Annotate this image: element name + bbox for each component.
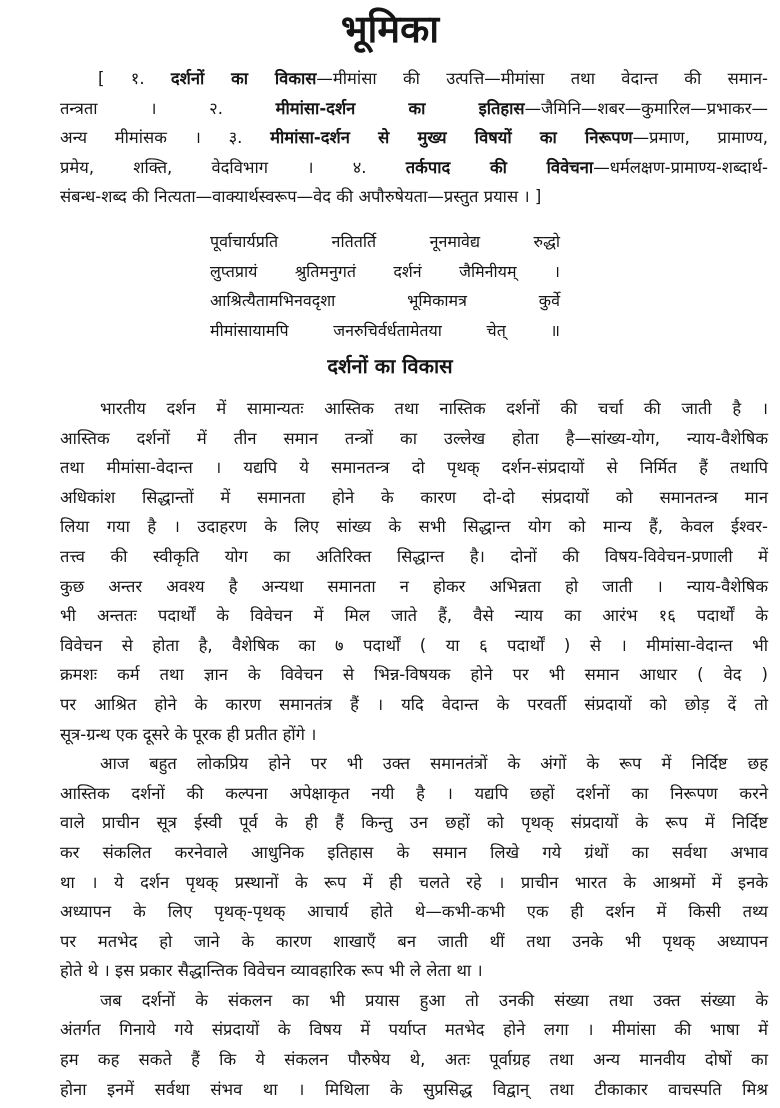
summary-text: —मीमांसा की उत्पत्ति—मीमांसा तथा वेदान्त की समान-	[316, 69, 768, 88]
verse-line: आश्रित्यैतामभिनवदृशा भूमिकामत्र कुर्वे	[210, 291, 560, 310]
text-line: क्रमशः कर्म तथा ज्ञान के विवेचन से भिन्न-विषयक होने पर भी समान आधार ( वेद )	[60, 665, 768, 685]
text-line: पर आश्रित होने के कारण समानतंत्र हैं । यदि वेदान्त के परवर्ती संप्रदायों को छोड़ दें तो	[60, 694, 768, 714]
text-line: पर मतभेद हो जाने के कारण शाखाएँ बन जाती थीं तथा उनके भी पृथक् अध्यापन	[60, 931, 768, 951]
body-text	[60, 394, 768, 1104]
section-heading: दर्शनों का विकास	[327, 354, 453, 378]
text-line: सूत्र-ग्रन्थ एक दूसरे के पूरक ही प्रतीत होंगे ।	[60, 724, 317, 744]
paragraph	[60, 749, 768, 986]
summary-text: प्रमेय, शक्ति, वेदविभाग । ४.	[60, 157, 406, 177]
summary-line	[60, 123, 768, 153]
verse-line: पूर्वाचार्यप्रति नतितर्ति नूनमावेद्य रुद्धो	[210, 232, 560, 251]
verse-line: मीमांसायामपि जनरुचिर्वर्धतामेतया चेत् ॥	[210, 320, 560, 340]
text-line: कुछ अन्तर अवश्य है अन्यथा समानता न होकर अभिन्नता हो जाती । न्याय-वैशेषिक	[60, 576, 768, 596]
text-line: अंतर्गत गिनाये गये संप्रदायों के विषय में पर्याप्त मतभेद होने लगा । मीमांसा की भाषा में	[60, 1020, 768, 1040]
text-line: वाले प्राचीन सूत्र ईस्वी पूर्व के ही हैं किन्तु उन छहों को पृथक् संप्रदायों के रूप में निर्दिष्ट	[60, 813, 768, 833]
paragraph	[60, 986, 768, 1104]
text-line: तत्त्व की स्वीकृति योग का अतिरिक्त सिद्धान्त है। दोनों की विषय-विवेचन-प्रणाली में	[60, 546, 768, 566]
summary-text: —जैमिनि—शबर—कुमारिल—प्रभाकर—	[524, 98, 768, 118]
text-line: होते थे । इस प्रकार सैद्धान्तिक विवेचन व्यावहारिक रूप भी ले लेता था ।	[60, 961, 483, 981]
text-line: आस्तिक दर्शनों की कल्पना अपेक्षाकृत नयी है । यद्यपि छहों दर्शनों का निरूपण करने	[60, 783, 768, 803]
summary-text: —प्रमाण, प्रामाण्य,	[632, 128, 769, 147]
text-line: आज बहुत लोकप्रिय होने पर भी उक्त समानतंत्रों के अंगों के रूप में निर्दिष्ट छह	[100, 754, 768, 774]
text-line: जब दर्शनों के संकलन का भी प्रयास हुआ तो उनकी संख्या तथा उक्त संख्या के	[100, 990, 768, 1010]
text-line: अध्यापन के लिए पृथक्-पृथक् आचार्य होते थे—कभी-कभी एक ही दर्शन में किसी तथ्य	[60, 902, 768, 922]
summary-topic: मीमांसा-दर्शन का इतिहास	[275, 98, 525, 118]
text-line: आस्तिक दर्शनों में तीन समान तन्त्रों का उल्लेख होता है—सांख्य-योग, न्याय-वैशेषिक	[60, 428, 768, 448]
paragraph	[60, 394, 768, 749]
summary-topic: मीमांसा-दर्शन से मुख्य विषयों का निरूपण	[270, 128, 633, 147]
summary-text: अन्य मीमांसक । ३.	[60, 128, 271, 147]
verse-line: लुप्तप्रायं श्रुतिमनुगतं दर्शनं जैमिनीयम् ।	[210, 261, 560, 281]
summary-line	[60, 153, 768, 183]
summary-text: [ १.	[98, 69, 171, 88]
chapter-summary	[60, 64, 768, 212]
text-line: कर संकलित करनेवाले आधुनिक इतिहास के समान लिखे गये ग्रंथों का सर्वथा अभाव	[60, 842, 768, 862]
summary-line	[60, 94, 768, 124]
summary-line	[60, 64, 768, 94]
summary-text: संबन्ध-शब्द की नित्यता—वाक्यार्थस्वरूप—वेद की अपौरुषेयता—प्रस्तुत प्रयास । ]	[60, 187, 542, 206]
summary-line	[60, 182, 768, 212]
text-line: भी अन्ततः पदार्थों के विवेचन में मिल जाते हैं, वैसे न्याय का आरंभ १६ पदार्थों के	[60, 606, 768, 626]
summary-topic: दर्शनों का विकास	[170, 69, 317, 88]
summary-text: —धर्मलक्षण-प्रामाण्य-शब्दार्थ-	[593, 157, 769, 177]
page-title: भूमिका	[340, 7, 440, 51]
text-line: हम कह सकते हैं कि ये संकलन पौरुषेय थे, अतः पूर्वाग्रह तथा अन्य मानवीय दोषों का	[60, 1050, 768, 1070]
invocation-verse	[210, 228, 560, 346]
text-line: तथा मीमांसा-वेदान्त । यद्यपि ये समानतन्त्र दो पृथक् दर्शन-संप्रदायों से निर्मित हैं तथापि	[60, 458, 768, 478]
text-line: था । ये दर्शन पृथक् प्रस्थानों के रूप में ही चलते रहे । प्राचीन भारत के आश्रमों में इनके	[60, 872, 768, 892]
text-line: लिया गया है । उदाहरण के लिए सांख्य के सभी सिद्धान्त योग को मान्य हैं, केवल ईश्वर-	[60, 517, 768, 537]
text-line: होना इनमें सर्वथा संभव था । मिथिला के सुप्रसिद्ध विद्वान् तथा टीकाकार वाचस्पति मिश्र	[60, 1079, 768, 1099]
text-line: विवेचन से होता है, वैशेषिक का ७ पदार्थों ( या ६ पदार्थों ) से । मीमांसा-वेदान्त भी	[60, 635, 768, 655]
summary-text: तन्त्रता । २.	[60, 98, 276, 118]
text-line: भारतीय दर्शन में सामान्यतः आस्तिक तथा नास्तिक दर्शनों की चर्चा की जाती है ।	[100, 399, 768, 418]
text-line: अधिकांश सिद्धान्तों में समानता होने के कारण दो-दो संप्रदायों को समानतन्त्र मान	[60, 487, 768, 507]
summary-topic: तर्कपाद की विवेचना	[405, 157, 594, 177]
